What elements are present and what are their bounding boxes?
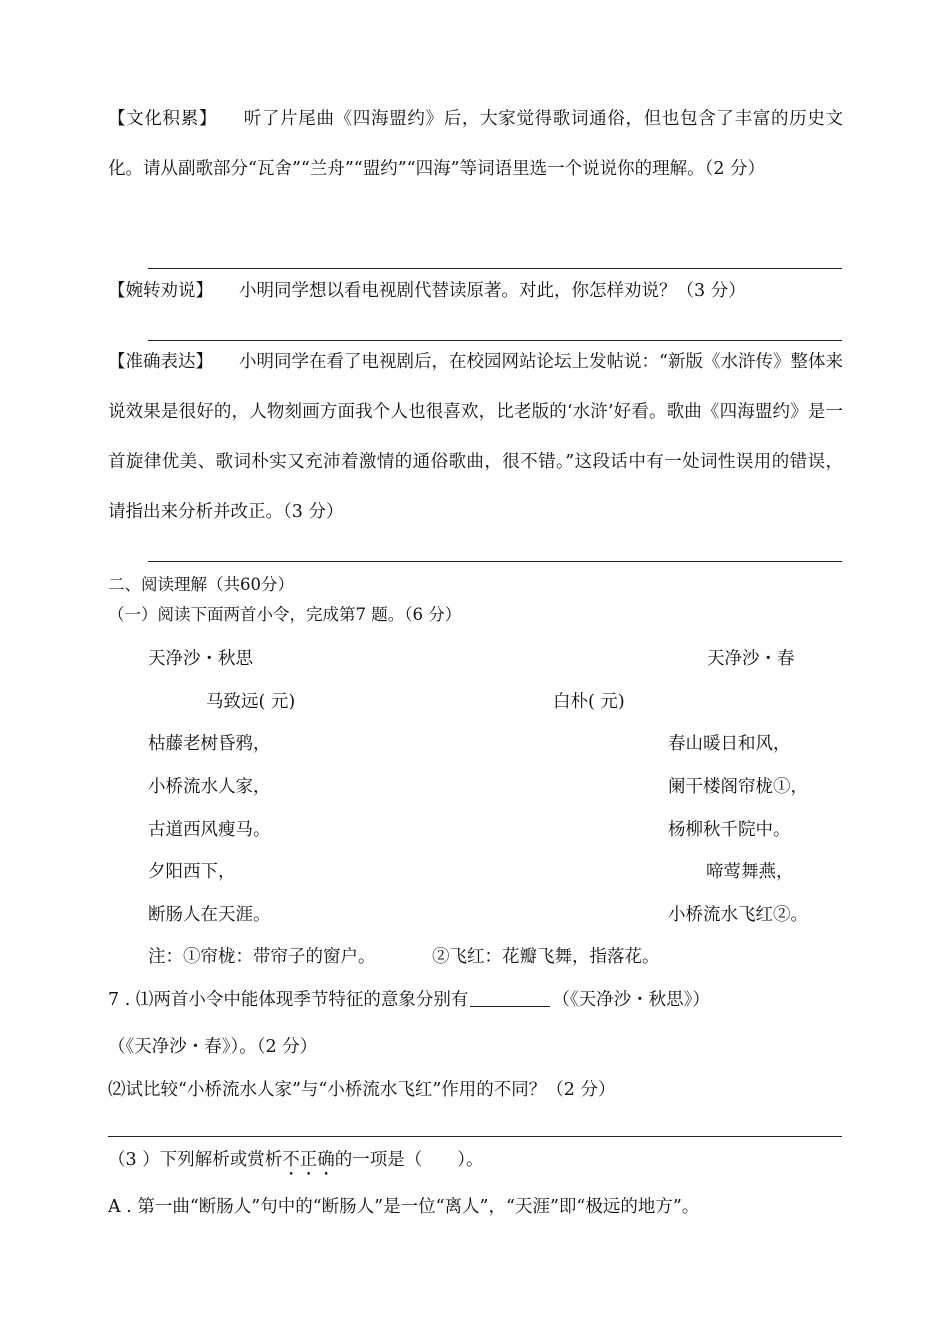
poem2-line: 春山暖日和风，: [668, 734, 791, 754]
poem2-line: 杨柳秋千院中。: [668, 820, 791, 840]
section-culture: [108, 94, 843, 194]
emphasized-text: 不正确: [282, 1150, 335, 1170]
section-persuade: [108, 266, 843, 316]
poem2-line: 阑干楼阁帘栊①，: [668, 777, 808, 797]
poem1-author: 马致远( 元): [206, 692, 296, 712]
poem1-line: 小桥流水人家，: [148, 777, 271, 797]
option-a[interactable]: A . 第一曲“断肠人”句中的“断肠人”是一位“离人”，“天涯”即“极远的地方”。: [108, 1197, 700, 1217]
answer-line: [108, 1136, 842, 1137]
poem1-line: 枯藤老树昏鸦，: [148, 734, 271, 754]
part-subtitle: （一）阅读下面两首小令，完成第7 题。（6 分）: [108, 605, 462, 624]
question-7-part3: [108, 1146, 483, 1180]
question-text: 7 . ⑴两首小令中能体现季节特征的意象分别有: [108, 990, 469, 1010]
fill-blank[interactable]: [470, 990, 550, 1007]
poem1-line: 断肠人在天涯。: [148, 905, 271, 925]
question-text: 的一项是（ ）。: [334, 1150, 484, 1170]
part-title: 二、阅读理解（共60分）: [108, 575, 294, 594]
question-text: （《天净沙・秋思》）: [552, 990, 710, 1010]
poem2-author: 白朴( 元): [553, 692, 625, 712]
note-1: 注：①帘栊：带帘子的窗户。: [148, 947, 376, 967]
section-text: 听了片尾曲《四海盟约》后，大家觉得歌词通俗，但也包含了丰富的历史文化。请从副歌部分“瓦舍”“兰舟”“盟约”“四海”等词语里选一个说说你的理解。（2 分）: [108, 109, 843, 179]
section-text: 小明同学在看了电视剧后，在校园网站论坛上发帖说：“新版《水浒传》整体来说效果是很好的，人物刻画方面我个人也很喜欢，比老版的‘水浒’好看。歌曲《四海盟约》是一首旋律优美、歌词朴实又充沛着激情的通俗歌曲，很不错。”这段话中有一处词性误用的错误，请指出来分析并改正。（3 分）: [108, 352, 843, 522]
section-expression: [108, 337, 843, 537]
question-7-part1-cont: （《天净沙・春》）。（2 分）: [108, 1037, 318, 1057]
question-text: （3 ）下列解析或赏析: [108, 1150, 283, 1170]
question-7-part2: ⑵试比较“小桥流水人家”与“小桥流水飞红”作用的不同？（2 分）: [108, 1080, 616, 1100]
poem2-title: 天净沙・春: [707, 649, 795, 669]
answer-line: [148, 561, 842, 562]
section-text: 小明同学想以看电视剧代替读原著。对此，你怎样劝说？（3 分）: [239, 281, 746, 301]
poem1-line: 夕阳西下，: [148, 862, 236, 882]
poem1-title: 天净沙・秋思: [148, 649, 253, 669]
note-2: ②飞红：花瓣飞舞，指落花。: [432, 947, 660, 967]
poem2-line: 啼莺舞燕，: [706, 862, 794, 882]
section-tag: 【准确表达】: [108, 352, 214, 372]
question-7-part1: [108, 986, 710, 1011]
section-tag: 【文化积累】: [108, 109, 218, 129]
section-tag: 【婉转劝说】: [108, 281, 213, 301]
poem2-line: 小桥流水飞红②。: [668, 905, 808, 925]
poem1-line: 古道西风瘦马。: [148, 820, 271, 840]
